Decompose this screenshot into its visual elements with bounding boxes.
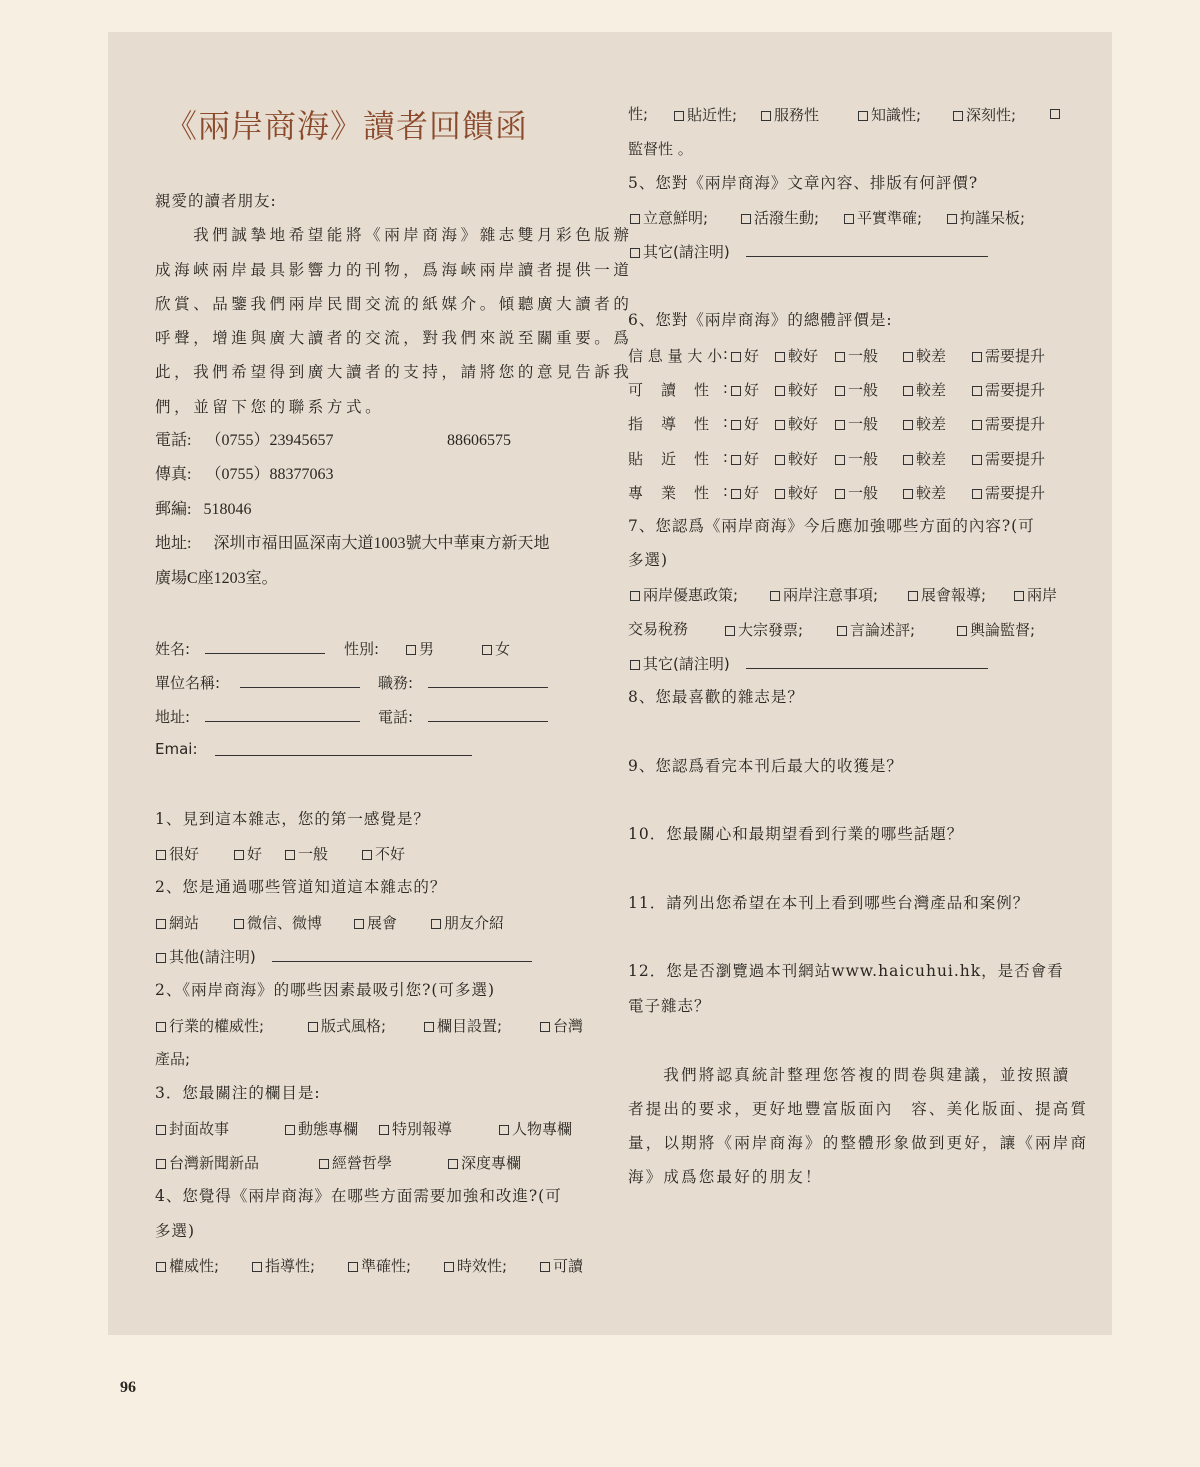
q3-option-in-depth[interactable]: 深度專欄 — [448, 1152, 521, 1173]
q6-option-average[interactable]: 一般 — [835, 482, 878, 503]
q3-option-special-report[interactable]: 特別報導 — [379, 1118, 452, 1139]
q2b-option-taiwan-products[interactable]: 台灣 — [540, 1015, 583, 1036]
q1-option-average[interactable]: 一般 — [285, 843, 328, 864]
q6-option-good[interactable]: 好 — [731, 345, 759, 366]
intro-line-1: 我們誠摯地希望能將《兩岸商海》雜志雙月彩色版辦 — [155, 226, 633, 244]
q6-option-good[interactable]: 好 — [731, 482, 759, 503]
contact-fax — [155, 465, 333, 485]
form-address-label: 地址: — [155, 708, 191, 726]
checkbox-icon — [630, 660, 640, 670]
q6-option-needs-improvement[interactable]: 需要提升 — [972, 413, 1045, 434]
checkbox-icon — [1050, 109, 1060, 119]
checkbox-icon — [540, 1262, 550, 1272]
checkbox-icon — [835, 386, 845, 396]
checkbox-icon — [903, 489, 913, 499]
checkbox-icon — [972, 420, 982, 430]
gender-label: 性別: — [344, 640, 380, 658]
q6-row-label: 信 息 量 大 小 : — [628, 345, 728, 365]
checkbox-icon — [858, 111, 868, 121]
contact-address — [155, 534, 549, 554]
question-3: 3．您最關注的欄目是: — [155, 1084, 321, 1102]
checkbox-icon — [319, 1159, 329, 1169]
q6-option-average[interactable]: 一般 — [835, 379, 878, 400]
checkbox-icon — [448, 1159, 458, 1169]
intro-line-2: 成海峽兩岸最具影響力的刊物，爲海峽兩岸讀者提供一道 — [155, 261, 633, 279]
q2a-option-website[interactable]: 網站 — [156, 912, 199, 933]
intro-line-5: 此，我們希望得到廣大讀者的支持，請將您的意見告訴我 — [155, 363, 633, 381]
q3-option-people-column[interactable]: 人物專欄 — [499, 1118, 572, 1139]
checkbox-icon — [731, 489, 741, 499]
q7-option-notices[interactable]: 兩岸注意事項; — [770, 584, 878, 605]
checkbox-icon — [761, 111, 771, 121]
name-label: 姓名: — [155, 640, 191, 658]
address-line-2: 廣場C座1203室。 — [155, 570, 278, 587]
q4-option-timeliness[interactable]: 時效性; — [444, 1255, 507, 1276]
question-1: 1、見到這本雜志，您的第一感覺是？ — [155, 810, 430, 828]
question-10: 10．您最關心和最期望看到行業的哪些話題？ — [628, 825, 964, 843]
question-8: 8、您最喜歡的雜志是？ — [628, 688, 804, 706]
q2b-option-layout[interactable]: 版式風格; — [308, 1015, 386, 1036]
q5-option-lively[interactable]: 活潑生動; — [741, 207, 819, 228]
q6-option-needs-improvement[interactable]: 需要提升 — [972, 345, 1045, 366]
checkbox-icon — [156, 850, 166, 860]
q6-option-better[interactable]: 較好 — [775, 345, 818, 366]
checkbox-icon — [775, 352, 785, 362]
checkbox-icon — [903, 386, 913, 396]
checkbox-icon — [953, 111, 963, 121]
q7-option-other[interactable]: 其它(請注明) — [630, 653, 730, 674]
q2a-option-wechat-weibo[interactable]: 微信、微博 — [234, 912, 322, 933]
closing-line-4: 海》成爲您最好的朋友！ — [628, 1168, 823, 1186]
contact-zip — [155, 500, 251, 520]
q4-option-knowledge[interactable]: 知識性; — [858, 104, 921, 125]
q7-continuation: 交易稅務 — [628, 620, 689, 638]
q2a-other-field[interactable] — [272, 961, 532, 962]
q1-option-good[interactable]: 好 — [234, 843, 262, 864]
phone-number: （0755）23945657 — [205, 432, 334, 449]
q6-option-better[interactable]: 較好 — [775, 448, 818, 469]
q3-option-cover-story[interactable]: 封面故事 — [156, 1118, 229, 1139]
checkbox-icon — [234, 850, 244, 860]
closing-line-1: 我們將認真統計整理您答複的問卷與建議，並按照讀 — [628, 1066, 1071, 1084]
q3-option-taiwan-news[interactable]: 台灣新聞新品 — [156, 1152, 259, 1173]
company-label: 單位名稱: — [155, 674, 221, 692]
address-line-1: 深圳市福田區深南大道1003號大中華東方新天地 — [213, 535, 550, 552]
checkbox-icon — [156, 1022, 166, 1032]
gender-female-option[interactable]: 女 — [482, 638, 510, 659]
checkbox-icon — [903, 455, 913, 465]
checkbox-icon — [775, 386, 785, 396]
checkbox-icon — [285, 1125, 295, 1135]
q6-option-needs-improvement[interactable]: 需要提升 — [972, 448, 1045, 469]
q6-option-average[interactable]: 一般 — [835, 448, 878, 469]
checkbox-icon — [972, 455, 982, 465]
checkbox-icon — [156, 1262, 166, 1272]
checkbox-icon — [252, 1262, 262, 1272]
q6-row-label: 可 讀 性 : — [628, 379, 728, 399]
q7-option-cross-strait-tax[interactable]: 兩岸 — [1014, 584, 1057, 605]
checkbox-icon — [775, 489, 785, 499]
greeting: 親愛的讀者朋友: — [155, 192, 277, 210]
q6-option-better[interactable]: 較好 — [775, 482, 818, 503]
q6-option-good[interactable]: 好 — [731, 448, 759, 469]
q3-option-business-philosophy[interactable]: 經營哲學 — [319, 1152, 392, 1173]
q6-row-label: 指 導 性 : — [628, 413, 728, 433]
question-7-line-2: 多選) — [628, 551, 669, 569]
q7-option-commentary[interactable]: 言論述評; — [837, 619, 915, 640]
q2a-option-exhibition[interactable]: 展會 — [354, 912, 397, 933]
q6-option-good[interactable]: 好 — [731, 413, 759, 434]
q4-option-supervision[interactable] — [1050, 104, 1063, 122]
intro-line-4: 呼聲，增進與廣大讀者的交流，對我們來説至關重要。爲 — [155, 329, 633, 347]
checkbox-icon — [444, 1262, 454, 1272]
checkbox-icon — [348, 1262, 358, 1272]
phone-label: 電話: — [155, 432, 192, 449]
q7-option-public-opinion[interactable]: 輿論監督; — [957, 619, 1035, 640]
q3-option-news-column[interactable]: 動態專欄 — [285, 1118, 358, 1139]
q5-option-clear[interactable]: 立意鮮明; — [630, 207, 708, 228]
checkbox-icon — [947, 214, 957, 224]
checkbox-icon — [725, 626, 735, 636]
feedback-form-panel — [108, 32, 1112, 1335]
checkbox-icon — [972, 386, 982, 396]
company-field[interactable] — [240, 687, 360, 688]
q6-option-worse[interactable]: 較差 — [903, 413, 946, 434]
question-11: 11．請列出您希望在本刊上看到哪些台灣產品和案例？ — [628, 894, 1030, 912]
checkbox-icon — [731, 352, 741, 362]
closing-line-2: 者提出的要求，更好地豐富版面內 容、美化版面、提高質 — [628, 1100, 1089, 1118]
fax-number: （0755）88377063 — [205, 466, 334, 483]
q5-option-plain[interactable]: 平實準確; — [844, 207, 922, 228]
checkbox-icon — [957, 626, 967, 636]
q6-option-needs-improvement[interactable]: 需要提升 — [972, 482, 1045, 503]
checkbox-icon — [156, 1159, 166, 1169]
email-label: Emai: — [155, 740, 198, 758]
checkbox-icon — [156, 1125, 166, 1135]
checkbox-icon — [1014, 591, 1024, 601]
checkbox-icon — [431, 919, 441, 929]
checkbox-icon — [308, 1022, 318, 1032]
q2a-option-friend[interactable]: 朋友介紹 — [431, 912, 504, 933]
checkbox-icon — [424, 1022, 434, 1032]
page-title: 《兩岸商海》讀者回饋函 — [165, 107, 529, 145]
checkbox-icon — [379, 1125, 389, 1135]
zip-code: 518046 — [203, 501, 252, 518]
checkbox-icon — [156, 953, 166, 963]
question-6: 6、您對《兩岸商海》的總體評價是: — [628, 311, 893, 329]
question-2a: 2、您是通過哪些管道知道這本雜志的？ — [155, 878, 447, 896]
checkbox-icon — [731, 455, 741, 465]
q2b-option-authority[interactable]: 行業的權威性; — [156, 1015, 264, 1036]
checkbox-icon — [674, 111, 684, 121]
q4-option-depth[interactable]: 深刻性; — [953, 104, 1016, 125]
checkbox-icon — [835, 455, 845, 465]
checkbox-icon — [540, 1022, 550, 1032]
question-2b: 2、《兩岸商海》的哪些因素最吸引您?(可多選) — [155, 981, 496, 999]
gender-male-option[interactable]: 男 — [406, 638, 434, 659]
q6-option-worse[interactable]: 較差 — [903, 482, 946, 503]
q6-option-average[interactable]: 一般 — [835, 413, 878, 434]
question-4-line-2: 多選) — [155, 1222, 196, 1240]
checkbox-icon — [972, 489, 982, 499]
q4-last-option-label: 監督性 。 — [628, 140, 693, 158]
q7-option-exhibition-report[interactable]: 展會報導; — [908, 584, 986, 605]
q4-option-authority[interactable]: 權威性; — [156, 1255, 219, 1276]
zip-label: 郵編: — [155, 501, 192, 518]
job-label: 職務: — [378, 674, 414, 692]
q4-option-service[interactable]: 服務性 — [761, 104, 819, 125]
checkbox-icon — [362, 850, 372, 860]
question-12-line-1: 12．您是否瀏覽過本刊網站www.haicuhui.hk，是否會看 — [628, 962, 1064, 980]
question-4-line-1: 4、您覺得《兩岸商海》在哪些方面需要加強和改進?(可 — [155, 1187, 562, 1205]
checkbox-icon — [835, 420, 845, 430]
question-5: 5、您對《兩岸商海》文章內容、排版有何評價? — [628, 174, 979, 192]
checkbox-icon — [630, 591, 640, 601]
checkbox-icon — [482, 645, 492, 655]
q1-option-very-good[interactable]: 很好 — [156, 843, 199, 864]
q5-option-rigid[interactable]: 拘謹呆板; — [947, 207, 1025, 228]
name-field[interactable] — [205, 653, 325, 654]
q2a-option-other[interactable]: 其他(請注明) — [156, 946, 256, 967]
q2b-option-columns[interactable]: 欄目設置; — [424, 1015, 502, 1036]
checkbox-icon — [775, 455, 785, 465]
email-field[interactable] — [215, 755, 472, 756]
q4-option-guidance[interactable]: 指導性; — [252, 1255, 315, 1276]
checkbox-icon — [156, 919, 166, 929]
q4-option-readability[interactable]: 可讀 — [540, 1255, 583, 1276]
question-9: 9、您認爲看完本刊后最大的收獲是？ — [628, 757, 903, 775]
checkbox-icon — [630, 248, 640, 258]
fax-label: 傳真: — [155, 466, 192, 483]
checkbox-icon — [731, 420, 741, 430]
form-phone-label: 電話: — [378, 708, 414, 726]
page-number: 96 — [120, 1379, 136, 1396]
address-label: 地址: — [155, 535, 192, 552]
phone-number-2: 88606575 — [447, 432, 511, 449]
q6-row-label: 貼 近 性 : — [628, 448, 728, 468]
q6-option-better[interactable]: 較好 — [775, 379, 818, 400]
checkbox-icon — [903, 352, 913, 362]
checkbox-icon — [234, 919, 244, 929]
q6-option-needs-improvement[interactable]: 需要提升 — [972, 379, 1045, 400]
checkbox-icon — [285, 850, 295, 860]
q4-continuation-prefix: 性; — [628, 105, 649, 123]
form-phone-field[interactable] — [428, 721, 548, 722]
checkbox-icon — [770, 591, 780, 601]
q7-option-invoices[interactable]: 大宗發票; — [725, 619, 803, 640]
checkbox-icon — [731, 386, 741, 396]
form-address-field[interactable] — [205, 721, 360, 722]
q6-option-worse[interactable]: 較差 — [903, 448, 946, 469]
q7-other-field[interactable] — [746, 668, 988, 669]
q5-other-field[interactable] — [746, 256, 988, 257]
contact-phone — [155, 431, 511, 451]
closing-line-3: 量，以期將《兩岸商海》的整體形象做到更好，讓《兩岸商 — [628, 1134, 1089, 1152]
intro-line-3: 欣賞、品鑒我們兩岸民間交流的紙媒介。傾聽廣大讀者的 — [155, 295, 633, 313]
question-7-line-1: 7、您認爲《兩岸商海》今后應加強哪些方面的內容?(可 — [628, 517, 1035, 535]
q6-option-better[interactable]: 較好 — [775, 413, 818, 434]
checkbox-icon — [499, 1125, 509, 1135]
checkbox-icon — [354, 919, 364, 929]
q4-option-relevance[interactable]: 貼近性; — [674, 104, 737, 125]
q5-option-other[interactable]: 其它(請注明) — [630, 241, 730, 262]
intro-line-6: 們，並留下您的聯系方式。 — [155, 398, 385, 416]
q6-option-worse[interactable]: 較差 — [903, 379, 946, 400]
q6-option-average[interactable]: 一般 — [835, 345, 878, 366]
q2b-continuation: 產品; — [155, 1050, 191, 1068]
q6-option-worse[interactable]: 較差 — [903, 345, 946, 366]
checkbox-icon — [775, 420, 785, 430]
checkbox-icon — [406, 645, 416, 655]
job-field[interactable] — [428, 687, 548, 688]
checkbox-icon — [844, 214, 854, 224]
q7-option-preferential-policy[interactable]: 兩岸優惠政策; — [630, 584, 738, 605]
q6-row-label: 專 業 性 : — [628, 482, 728, 502]
checkbox-icon — [741, 214, 751, 224]
checkbox-icon — [908, 591, 918, 601]
q6-option-good[interactable]: 好 — [731, 379, 759, 400]
q4-option-accuracy[interactable]: 準確性; — [348, 1255, 411, 1276]
checkbox-icon — [835, 352, 845, 362]
checkbox-icon — [972, 352, 982, 362]
checkbox-icon — [835, 489, 845, 499]
checkbox-icon — [630, 214, 640, 224]
q1-option-bad[interactable]: 不好 — [362, 843, 405, 864]
checkbox-icon — [903, 420, 913, 430]
question-12-line-2: 電子雜志？ — [628, 997, 711, 1015]
checkbox-icon — [837, 626, 847, 636]
